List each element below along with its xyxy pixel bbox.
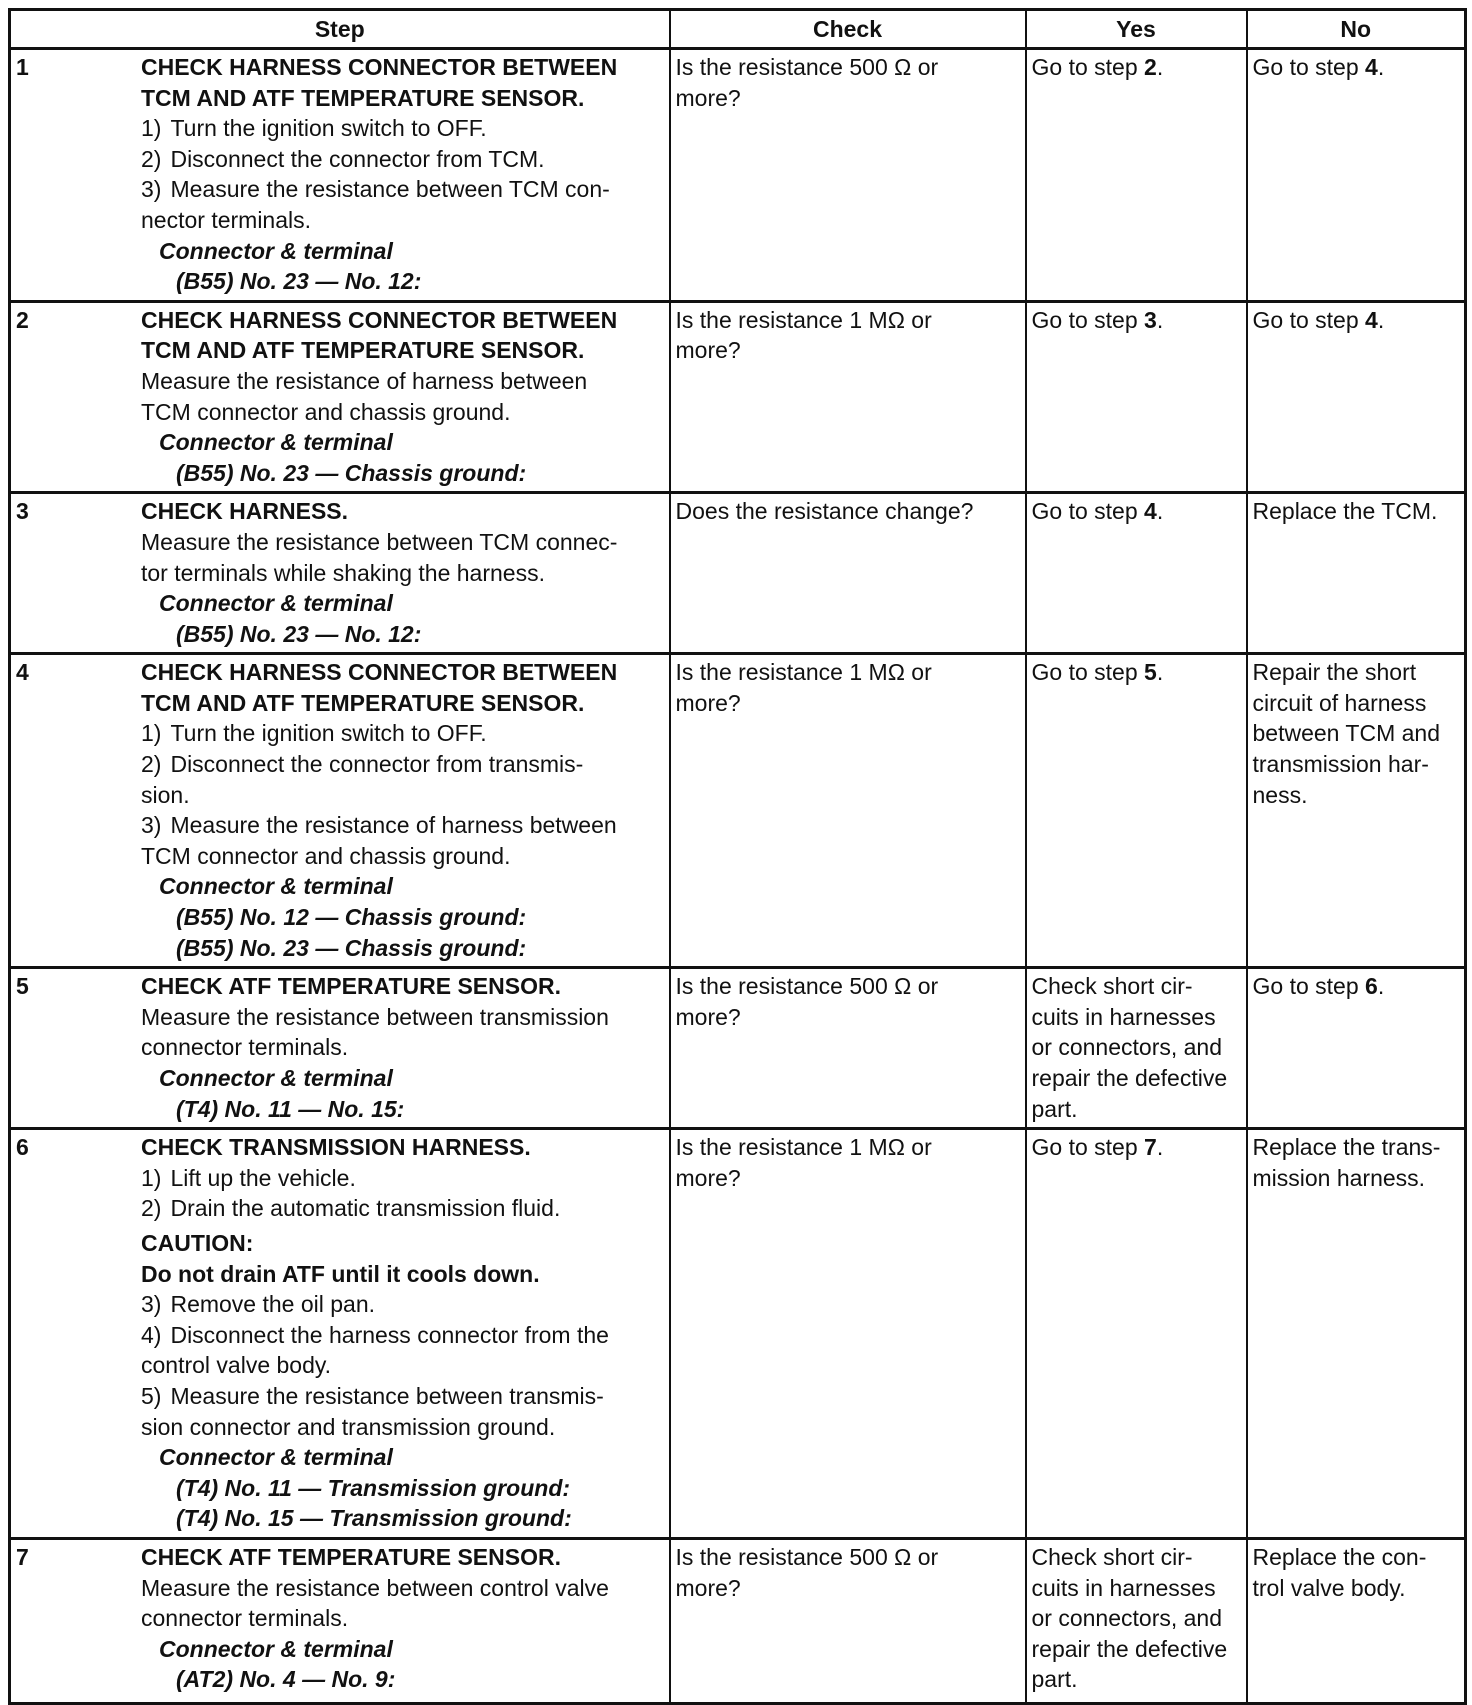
check-text: Is the resistance 1 MΩ or bbox=[675, 659, 932, 686]
step-title: CHECK HARNESS. bbox=[141, 498, 349, 525]
no-cell bbox=[1247, 49, 1466, 302]
no-action-text: Go to step bbox=[1252, 973, 1366, 1000]
instruction-line bbox=[141, 810, 664, 841]
yes-action-text: Go to step bbox=[1031, 306, 1145, 333]
step-title: CHECK TRANSMISSION HARNESS. bbox=[141, 1134, 531, 1161]
no-action-line: between TCM and bbox=[1252, 720, 1441, 747]
instruction-line bbox=[141, 780, 664, 811]
step-body bbox=[141, 52, 664, 297]
table-row bbox=[10, 49, 1466, 302]
instruction-number: 2) bbox=[141, 751, 162, 778]
instruction-text: Measure the resistance between control valve bbox=[141, 1574, 609, 1601]
instruction-text: Measure the resistance between transmission bbox=[141, 1003, 609, 1030]
instruction-number: 4) bbox=[141, 1321, 162, 1348]
no-action-line: Replace the con- bbox=[1252, 1543, 1427, 1570]
caution-heading: CAUTION: bbox=[141, 1229, 254, 1256]
yes-cell bbox=[1026, 1538, 1247, 1703]
connector-terminal: (T4) No. 11 — No. 15: bbox=[176, 1095, 405, 1122]
instruction-text: Drain the automatic transmission fluid. bbox=[170, 1195, 561, 1222]
step-wrap bbox=[16, 305, 664, 489]
yes-action bbox=[1032, 1132, 1241, 1163]
instruction-text: tor terminals while shaking the harness. bbox=[141, 559, 545, 586]
instruction-text: Measure the resistance between transmis- bbox=[170, 1382, 604, 1409]
instruction-number: 3) bbox=[141, 176, 162, 203]
no-action-end: . bbox=[1377, 306, 1385, 333]
no-cell bbox=[1247, 301, 1466, 493]
connector-terminal: (AT2) No. 4 — No. 9: bbox=[176, 1666, 396, 1693]
step-cell bbox=[10, 1129, 670, 1539]
step-wrap bbox=[16, 657, 664, 963]
instruction-text: Measure the resistance between TCM con- bbox=[170, 176, 610, 203]
table-row bbox=[10, 1129, 1466, 1539]
step-wrap bbox=[16, 52, 664, 297]
instruction-line bbox=[141, 1320, 664, 1351]
instruction-line bbox=[141, 1381, 664, 1412]
connector-terminal: (B55) No. 23 — No. 12: bbox=[176, 620, 422, 647]
header-no: No bbox=[1247, 10, 1466, 49]
instruction-text: control valve body. bbox=[141, 1352, 332, 1379]
yes-cell bbox=[1026, 49, 1247, 302]
step-cell bbox=[10, 493, 670, 654]
step-body bbox=[141, 496, 664, 649]
no-action bbox=[1253, 305, 1460, 336]
step-cell bbox=[10, 654, 670, 968]
yes-action bbox=[1032, 52, 1241, 83]
step-body bbox=[141, 305, 664, 489]
table-row bbox=[10, 654, 1466, 968]
step-cell bbox=[10, 49, 670, 302]
header-check: Check bbox=[670, 10, 1026, 49]
step-wrap bbox=[16, 1132, 664, 1534]
no-action-end: . bbox=[1377, 54, 1385, 80]
no-cell bbox=[1247, 493, 1466, 654]
instruction-text: Turn the ignition switch to OFF. bbox=[170, 115, 487, 142]
table-row bbox=[10, 301, 1466, 493]
yes-action-end: . bbox=[1156, 659, 1164, 686]
yes-action bbox=[1032, 496, 1241, 527]
step-number: 4 bbox=[16, 659, 29, 686]
check-cell bbox=[670, 493, 1026, 654]
check-cell bbox=[670, 301, 1026, 493]
check-cell bbox=[670, 1538, 1026, 1703]
check-cell bbox=[670, 1129, 1026, 1539]
instruction-line bbox=[141, 205, 664, 236]
yes-action bbox=[1032, 305, 1241, 336]
instruction-number: 3) bbox=[141, 1291, 162, 1318]
no-action-line: transmission har- bbox=[1252, 751, 1429, 778]
no-action-line: mission harness. bbox=[1252, 1164, 1426, 1191]
instruction-line bbox=[141, 1032, 664, 1063]
connector-terminal: (B55) No. 23 — Chassis ground: bbox=[176, 459, 527, 486]
step-reference: 4 bbox=[1144, 498, 1157, 525]
instruction-text: Disconnect the harness connector from the bbox=[170, 1321, 609, 1348]
instruction-text: Turn the ignition switch to OFF. bbox=[170, 720, 487, 747]
step-wrap bbox=[16, 971, 664, 1124]
caution-text: Do not drain ATF until it cools down. bbox=[141, 1260, 540, 1287]
instruction-number: 3) bbox=[141, 812, 162, 839]
yes-action bbox=[1032, 657, 1241, 688]
instruction-number: 2) bbox=[141, 1195, 162, 1222]
connector-label: Connector & terminal bbox=[159, 429, 393, 456]
instruction-line bbox=[141, 144, 664, 175]
step-title: TCM AND ATF TEMPERATURE SENSOR. bbox=[141, 337, 585, 364]
no-action bbox=[1253, 971, 1460, 1002]
no-action bbox=[1253, 496, 1460, 527]
check-text: more? bbox=[675, 1574, 741, 1601]
step-title: TCM AND ATF TEMPERATURE SENSOR. bbox=[141, 689, 585, 716]
connector-label: Connector & terminal bbox=[159, 590, 393, 617]
no-cell bbox=[1247, 654, 1466, 968]
step-cell bbox=[10, 301, 670, 493]
yes-action-line: cuits in harnesses bbox=[1031, 1003, 1216, 1030]
instruction-number: 2) bbox=[141, 145, 162, 172]
step-number: 7 bbox=[16, 1543, 29, 1570]
check-text: Is the resistance 500 Ω or bbox=[675, 54, 939, 80]
yes-action-text: Go to step bbox=[1031, 659, 1145, 686]
no-action-text: Go to step bbox=[1252, 54, 1366, 80]
step-wrap bbox=[16, 496, 664, 649]
no-action-text: Replace the TCM. bbox=[1252, 498, 1438, 525]
step-title: CHECK HARNESS CONNECTOR BETWEEN bbox=[141, 54, 618, 80]
no-action-line: trol valve body. bbox=[1252, 1574, 1406, 1601]
step-number: 5 bbox=[16, 973, 29, 1000]
instruction-text: Remove the oil pan. bbox=[170, 1291, 376, 1318]
yes-action-end: . bbox=[1156, 306, 1164, 333]
instruction-text: Measure the resistance of harness between bbox=[170, 812, 617, 839]
yes-action-text: Go to step bbox=[1031, 54, 1145, 80]
step-title: CHECK HARNESS CONNECTOR BETWEEN bbox=[141, 659, 618, 686]
header-row bbox=[10, 10, 1466, 49]
step-reference: 3 bbox=[1144, 306, 1157, 333]
instruction-text: Measure the resistance between TCM connec- bbox=[141, 528, 618, 555]
instruction-line bbox=[141, 1350, 664, 1381]
header-step: Step bbox=[10, 10, 670, 49]
yes-cell bbox=[1026, 968, 1247, 1129]
step-title: TCM AND ATF TEMPERATURE SENSOR. bbox=[141, 84, 585, 111]
instruction-line bbox=[141, 718, 664, 749]
no-action-end: . bbox=[1377, 973, 1385, 1000]
connector-terminal: (B55) No. 12 — Chassis ground: bbox=[176, 904, 527, 931]
step-title: CHECK ATF TEMPERATURE SENSOR. bbox=[141, 1543, 561, 1570]
instruction-line bbox=[141, 1603, 664, 1634]
instruction-line bbox=[141, 841, 664, 872]
yes-cell bbox=[1026, 493, 1247, 654]
yes-action-line: or connectors, and bbox=[1031, 1605, 1223, 1632]
step-title: CHECK ATF TEMPERATURE SENSOR. bbox=[141, 973, 561, 1000]
check-text: more? bbox=[675, 84, 741, 111]
instruction-line bbox=[141, 1193, 664, 1224]
check-text: Is the resistance 500 Ω or bbox=[675, 973, 939, 1000]
yes-action-line: cuits in harnesses bbox=[1031, 1574, 1216, 1601]
instruction-line bbox=[141, 1002, 664, 1033]
table-row bbox=[10, 493, 1466, 654]
connector-terminal: (T4) No. 15 — Transmission ground: bbox=[176, 1505, 572, 1532]
instruction-text: connector terminals. bbox=[141, 1605, 349, 1632]
yes-action-line: Check short cir- bbox=[1031, 1543, 1193, 1570]
instruction-line bbox=[141, 1289, 664, 1320]
check-text: more? bbox=[675, 1164, 741, 1191]
step-body bbox=[141, 657, 664, 963]
instruction-text: nector terminals. bbox=[141, 206, 312, 233]
connector-label: Connector & terminal bbox=[159, 873, 393, 900]
yes-action-line: part. bbox=[1031, 1095, 1078, 1122]
no-cell bbox=[1247, 1538, 1466, 1703]
instruction-text: sion. bbox=[141, 781, 190, 808]
no-action-line: Repair the short bbox=[1252, 659, 1417, 686]
instruction-line bbox=[141, 113, 664, 144]
yes-action-line: repair the defective bbox=[1031, 1635, 1228, 1662]
instruction-line bbox=[141, 1573, 664, 1604]
instruction-line bbox=[141, 174, 664, 205]
no-action bbox=[1253, 52, 1460, 83]
instruction-line bbox=[141, 1163, 664, 1194]
step-body bbox=[141, 971, 664, 1124]
yes-action-end: . bbox=[1156, 54, 1164, 80]
step-title: CHECK HARNESS CONNECTOR BETWEEN bbox=[141, 306, 618, 333]
yes-cell bbox=[1026, 654, 1247, 968]
yes-cell bbox=[1026, 301, 1247, 493]
yes-action-line: repair the defective bbox=[1031, 1065, 1228, 1091]
step-number: 2 bbox=[16, 306, 29, 333]
diagnostic-table bbox=[8, 8, 1467, 1705]
no-cell bbox=[1247, 968, 1466, 1129]
instruction-text: connector terminals. bbox=[141, 1034, 349, 1061]
no-action-line: circuit of harness bbox=[1252, 689, 1427, 716]
instruction-text: Measure the resistance of harness between bbox=[141, 367, 588, 394]
instruction-text: Disconnect the connector from TCM. bbox=[170, 145, 545, 172]
instruction-line bbox=[141, 527, 664, 558]
yes-action-line: Check short cir- bbox=[1031, 973, 1193, 1000]
instruction-line bbox=[141, 749, 664, 780]
check-cell bbox=[670, 654, 1026, 968]
no-cell bbox=[1247, 1129, 1466, 1539]
no-action-text: Go to step bbox=[1252, 306, 1366, 333]
instruction-line bbox=[141, 1412, 664, 1443]
check-cell bbox=[670, 968, 1026, 1129]
step-cell bbox=[10, 968, 670, 1129]
step-body bbox=[141, 1132, 664, 1534]
check-text: Is the resistance 500 Ω or bbox=[675, 1543, 939, 1570]
table-body bbox=[10, 49, 1466, 1704]
step-number: 6 bbox=[16, 1134, 29, 1161]
step-reference: 6 bbox=[1365, 973, 1378, 1000]
instruction-text: Lift up the vehicle. bbox=[170, 1164, 356, 1191]
connector-label: Connector & terminal bbox=[159, 1635, 393, 1662]
connector-label: Connector & terminal bbox=[159, 1065, 393, 1091]
instruction-text: sion connector and transmission ground. bbox=[141, 1413, 556, 1440]
check-text: more? bbox=[675, 337, 741, 364]
yes-action-end: . bbox=[1156, 498, 1164, 525]
instruction-number: 1) bbox=[141, 720, 162, 747]
yes-action-text: Go to step bbox=[1031, 1134, 1145, 1161]
no-action-line: ness. bbox=[1252, 781, 1308, 808]
instruction-number: 1) bbox=[141, 115, 162, 142]
connector-terminal: (T4) No. 11 — Transmission ground: bbox=[176, 1474, 571, 1501]
step-body bbox=[141, 1542, 664, 1695]
instruction-number: 1) bbox=[141, 1164, 162, 1191]
check-text: Is the resistance 1 MΩ or bbox=[675, 1134, 932, 1161]
check-text: more? bbox=[675, 689, 741, 716]
yes-action-end: . bbox=[1156, 1134, 1164, 1161]
connector-label: Connector & terminal bbox=[159, 1444, 393, 1471]
instruction-number: 5) bbox=[141, 1382, 162, 1409]
step-reference: 2 bbox=[1144, 54, 1157, 80]
step-cell bbox=[10, 1538, 670, 1703]
connector-terminal: (B55) No. 23 — Chassis ground: bbox=[176, 934, 527, 961]
step-reference: 7 bbox=[1144, 1134, 1157, 1161]
instruction-text: Disconnect the connector from transmis- bbox=[170, 751, 584, 778]
instruction-line bbox=[141, 397, 664, 428]
check-cell bbox=[670, 49, 1026, 302]
instruction-text: TCM connector and chassis ground. bbox=[141, 842, 511, 869]
yes-action-line: or connectors, and bbox=[1031, 1034, 1223, 1061]
header-yes: Yes bbox=[1026, 10, 1247, 49]
check-text: Is the resistance 1 MΩ or bbox=[675, 306, 932, 333]
connector-terminal: (B55) No. 23 — No. 12: bbox=[176, 268, 422, 295]
table-row bbox=[10, 968, 1466, 1129]
table-row bbox=[10, 1538, 1466, 1703]
step-number: 3 bbox=[16, 498, 29, 525]
step-wrap bbox=[16, 1542, 664, 1695]
step-reference: 5 bbox=[1144, 659, 1157, 686]
yes-action-text: Go to step bbox=[1031, 498, 1145, 525]
yes-cell bbox=[1026, 1129, 1247, 1539]
check-text: more? bbox=[675, 1003, 741, 1030]
step-reference: 4 bbox=[1365, 306, 1378, 333]
instruction-line bbox=[141, 366, 664, 397]
check-text: Does the resistance change? bbox=[675, 498, 974, 525]
instruction-line bbox=[141, 558, 664, 589]
no-action-line: Replace the trans- bbox=[1252, 1134, 1441, 1161]
step-reference: 4 bbox=[1365, 54, 1378, 80]
step-number: 1 bbox=[16, 54, 29, 80]
yes-action-line: part. bbox=[1031, 1666, 1078, 1693]
connector-label: Connector & terminal bbox=[159, 237, 393, 264]
instruction-text: TCM connector and chassis ground. bbox=[141, 398, 511, 425]
